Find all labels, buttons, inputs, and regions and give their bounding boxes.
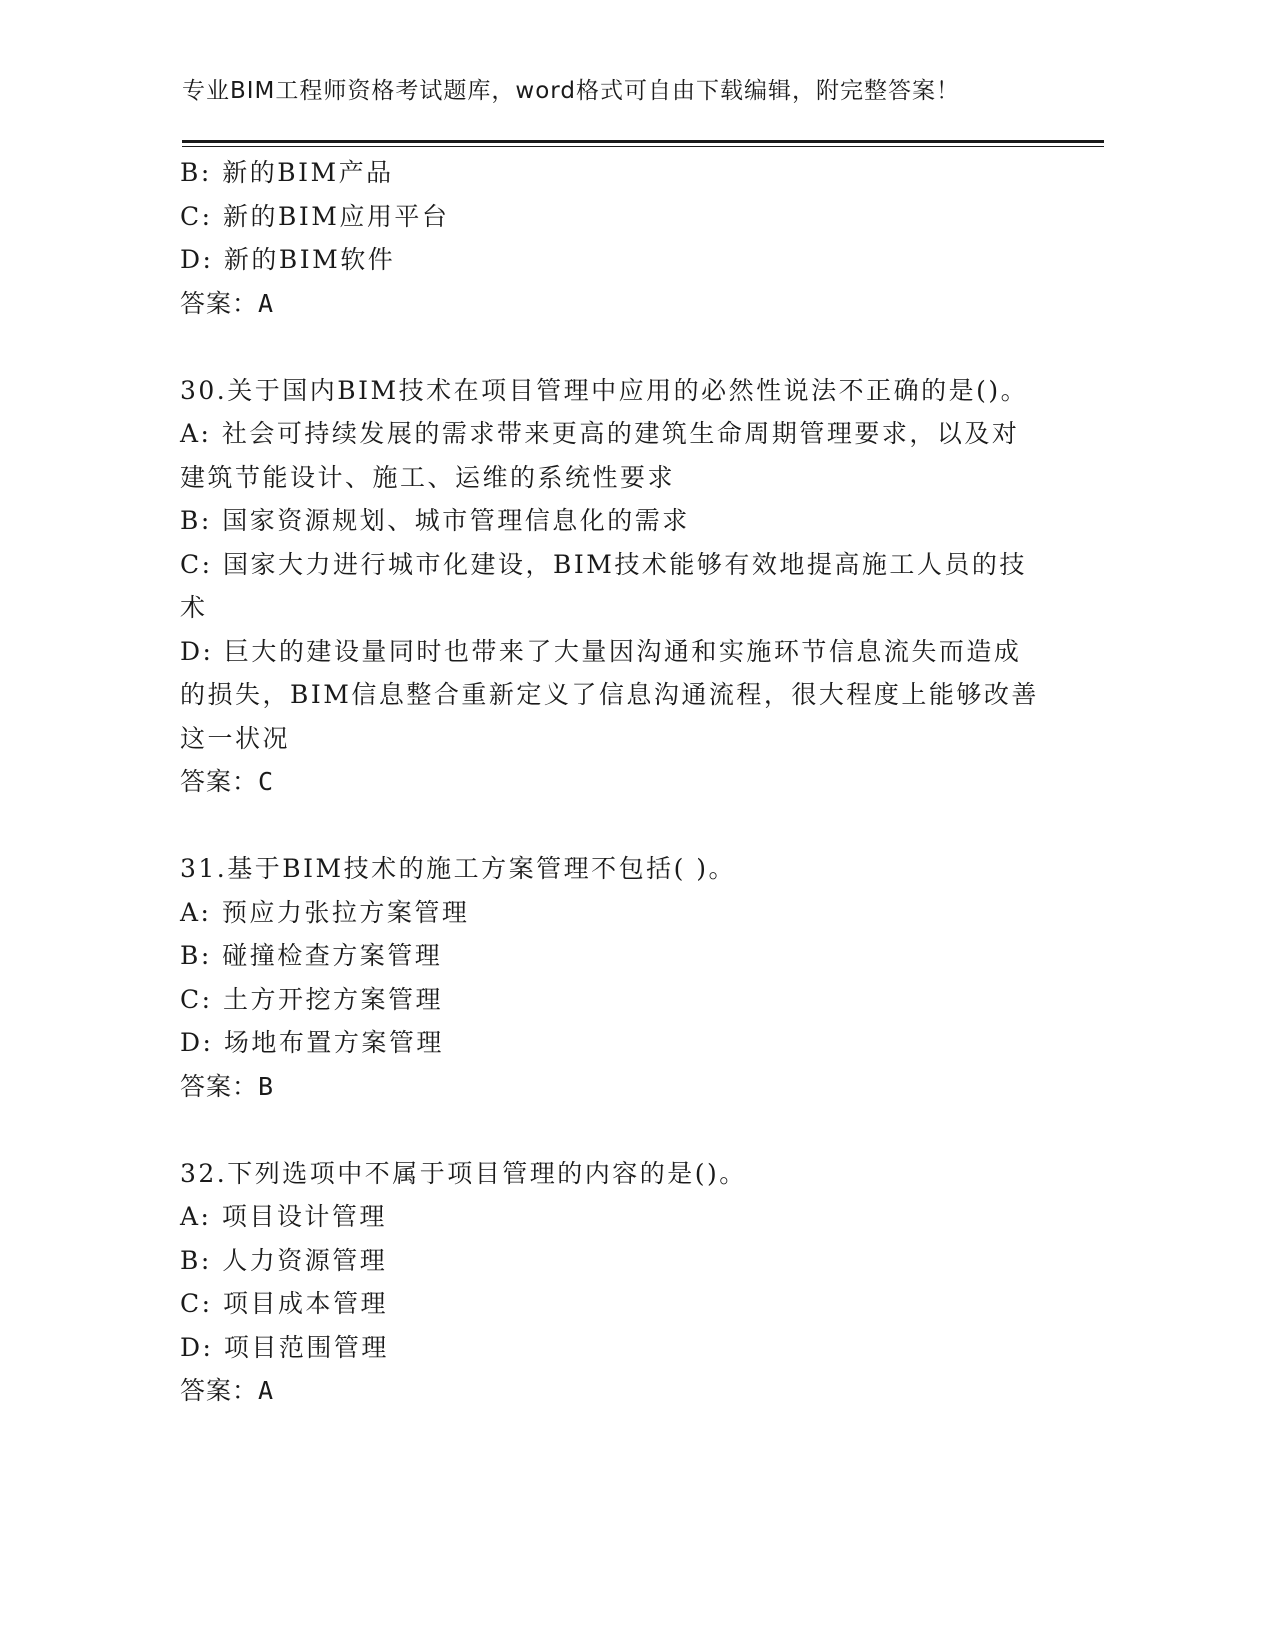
spacer: [180, 1108, 1040, 1152]
question-stem: 30.关于国内BIM技术在项目管理中应用的必然性说法不正确的是()。: [180, 375, 1029, 405]
answer-label: 答案：: [180, 288, 259, 318]
question-31: [180, 847, 1040, 1108]
answer-label: 答案：: [180, 1376, 259, 1405]
question-continuation: [180, 151, 1040, 325]
answer-value: A: [258, 288, 275, 318]
option-line: A: 社会可持续发展的需求带来更高的建筑生命周期管理要求，以及对: [180, 419, 1020, 448]
option-line: A: 预应力张拉方案管理: [180, 897, 470, 927]
option-line: D: 场地布置方案管理: [180, 1028, 444, 1057]
answer-label: 答案：: [180, 1071, 259, 1101]
spacer: [180, 804, 1040, 848]
option-line: D: 巨大的建设量同时也带来了大量因沟通和实施环节信息流失而造成: [180, 636, 1022, 666]
option-line: 这一状况: [180, 723, 291, 753]
option-line: C: 项目成本管理: [180, 1289, 388, 1318]
option-b: B: 新的BIM产品: [180, 158, 394, 187]
option-line: B: 碰撞检查方案管理: [180, 941, 443, 970]
question-stem: 31.基于BIM技术的施工方案管理不包括( )。: [180, 854, 737, 883]
option-line: B: 人力资源管理: [180, 1245, 388, 1275]
page-header: 专业BIM工程师资格考试题库，word格式可自由下载编辑，附完整答案！: [182, 78, 960, 104]
option-c: C: 新的BIM应用平台: [180, 201, 450, 231]
spacer: [180, 325, 1040, 369]
question-32: [180, 1152, 1040, 1413]
option-line: 术: [180, 593, 208, 622]
answer-line: [180, 1369, 1040, 1413]
option-line: 建筑节能设计、施工、运维的系统性要求: [180, 462, 676, 492]
answer-line: [180, 760, 1040, 804]
option-d: D: 新的BIM软件: [180, 245, 396, 274]
option-line: C: 国家大力进行城市化建设，BIM技术能够有效地提高施工人员的技: [180, 549, 1027, 579]
document-body: [180, 151, 1040, 1413]
answer-line: [180, 1065, 1040, 1109]
option-line: 的损失，BIM信息整合重新定义了信息沟通流程，很大程度上能够改善: [180, 680, 1039, 709]
option-line: C: 土方开挖方案管理: [180, 984, 443, 1014]
option-line: A: 项目设计管理: [180, 1202, 387, 1231]
answer-value: B: [258, 1071, 275, 1101]
answer-value: C: [258, 767, 275, 796]
question-stem: 32.下列选项中不属于项目管理的内容的是()。: [180, 1158, 747, 1188]
option-line: B: 国家资源规划、城市管理信息化的需求: [180, 506, 690, 535]
header-rule-thick: [182, 140, 1104, 143]
answer-label: 答案：: [180, 767, 259, 796]
answer-value: A: [258, 1376, 275, 1405]
option-line: D: 项目范围管理: [180, 1332, 389, 1362]
question-30: [180, 369, 1040, 804]
answer-line: [180, 282, 1040, 326]
header-rule-thin: [182, 146, 1104, 147]
